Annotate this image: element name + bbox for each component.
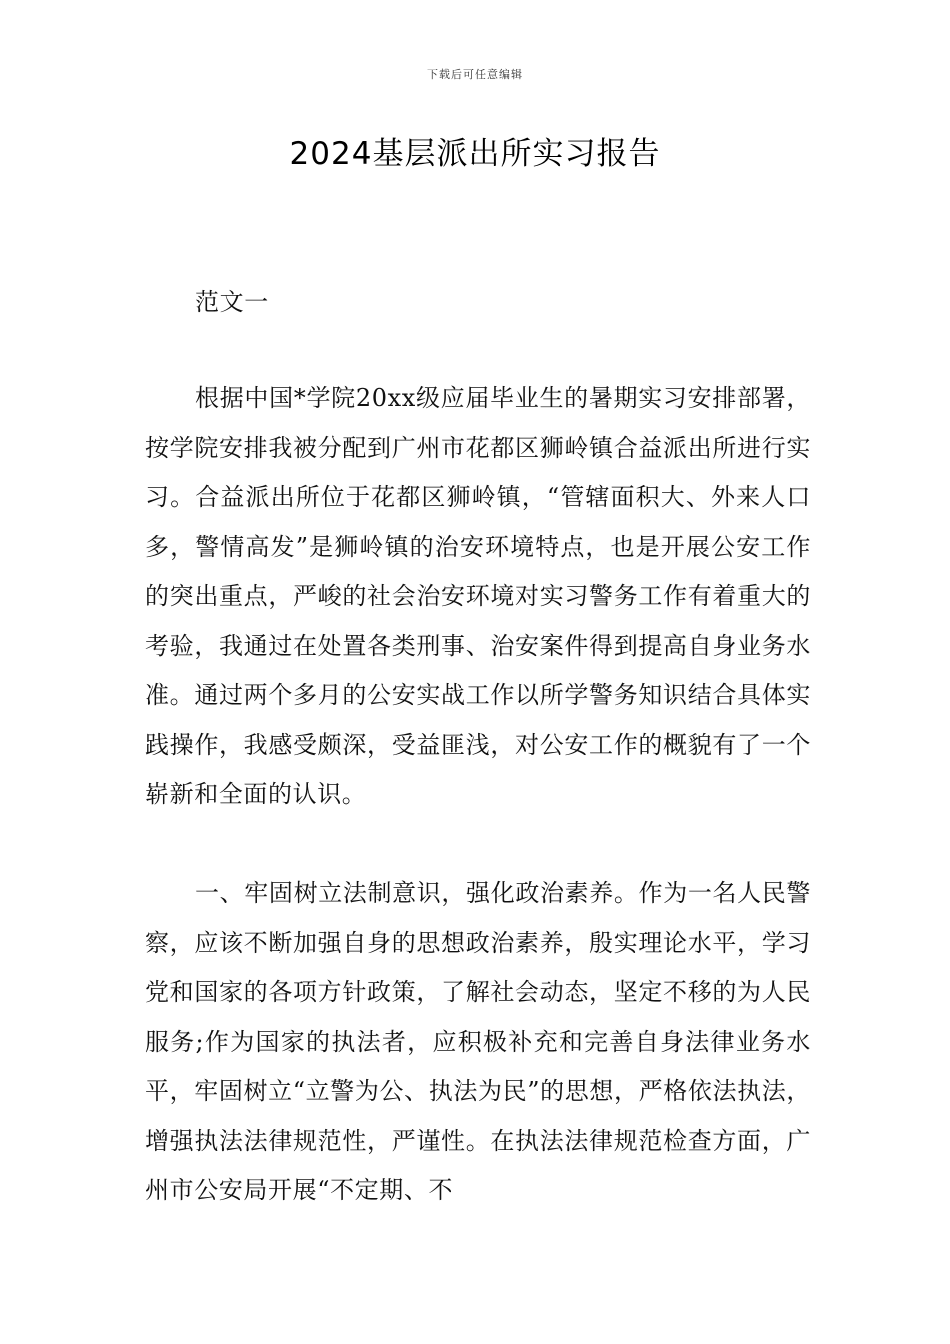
document-title: 2024基层派出所实习报告 <box>289 136 661 172</box>
paragraph-1: 根据中国*学院20xx级应届毕业生的暑期实习安排部署，按学院安排我被分配到广州市花都区狮岭镇合益派出所进行实习。合益派出所位于花都区狮岭镇，“管辖面积大、外来人口多，警情高发”是狮岭镇的治安环境特点，也是开展公安工作的突出重点，严峻的社会治安环境对实习警务工作有着重大的考验，我通过在处置各类刑事、治安案件得到提高自身业务水准。通过两个多月的公安实战工作以所学警务知识结合具体实践操作，我感受颇深，受益匪浅，对公安工作的概貌有了一个崭新和全面的认识。 <box>145 384 811 808</box>
paragraph-2: 一、牢固树立法制意识，强化政治素养。作为一名人民警察，应该不断加强自身的思想政治素养，殷实理论水平，学习党和国家的各项方针政策，了解社会动态，坚定不移的为人民服务;作为国家的执法者，应积极补充和完善自身法律业务水平，牢固树立“立警为公、执法为民”的思想，严格依法执法，增强执法法律规范性，严谨性。在执法法律规范检查方面，广州市公安局开展“不定期、不 <box>145 879 811 1204</box>
header-note: 下载后可任意编辑 <box>427 68 523 81</box>
section-label: 范文一 <box>195 288 269 316</box>
